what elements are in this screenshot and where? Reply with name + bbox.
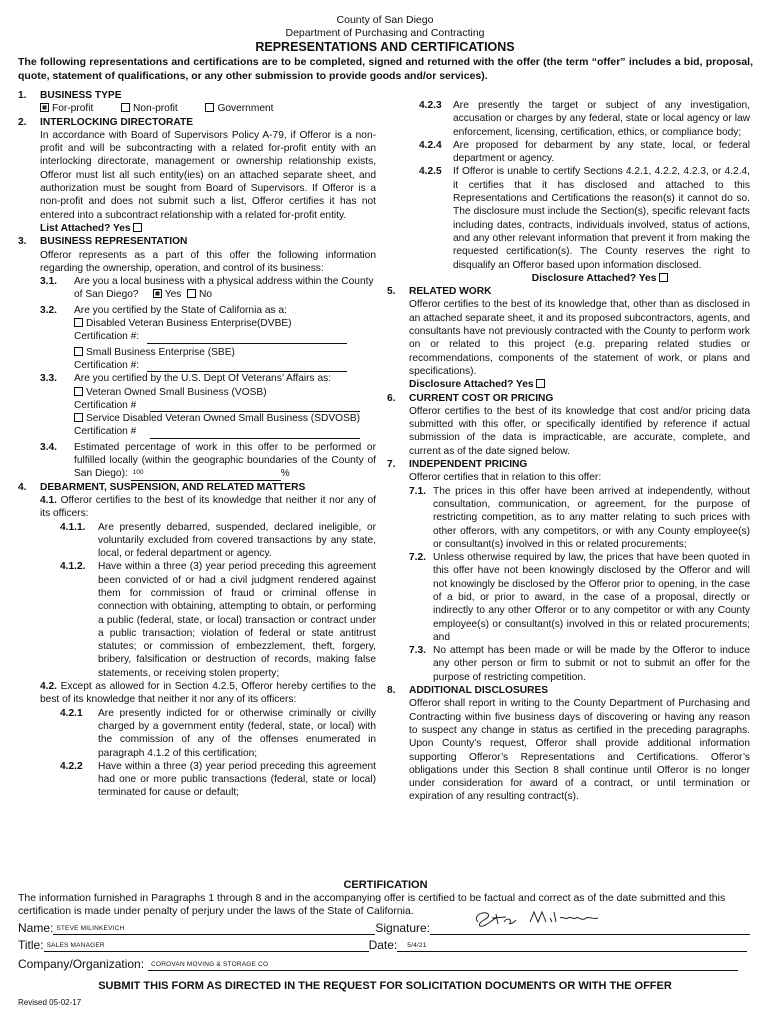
checkbox-sbe[interactable]: Small Business Enterprise (SBE) xyxy=(74,346,376,359)
certification-block: CERTIFICATION The information furnished in Paragraphs 1 through 8 and in the accompanying offer is certified to be factual and correct as of the date submitted and this certification is made under penalty of perjury under the laws of the State of California. Name: STEVE MILINKEVICH Signature: Title: SALES MANAGER Date: 5/4/21 Company/Organization: COROVAN MOVING & STORAGE CO xyxy=(18,878,753,971)
checkbox-related-work-disclosure[interactable] xyxy=(536,379,545,388)
page-title: REPRESENTATIONS AND CERTIFICATIONS xyxy=(255,40,515,54)
checkbox-local-yes[interactable]: Yes xyxy=(153,289,182,300)
section-independent-pricing: 7. INDEPENDENT PRICING Offeror certifies that in relation to this offer: 7.1. The prices in this offer have been arrived at independently, without consultation, communication, or agreement, for the purpose of restricting competition, as to any matter relating to such prices with other offerors, with any competitors, or with any County employee(s) or consultant(s) involved in this or related procurements; 7.2. Unless otherwise required by law, the prices that have been quoted in this offer have not been knowingly disclosed by the Offeror and will not knowingly be disclosed by the Offeror prior to opening, in the case of a bid, or prior to award, in the case of a proposal, directly or indirectly to any other Offeror or to any competitor or with any County employee(s) or consultant(s) involved in this or related procurements; and 7.3. No attempt has been made or will be made by the Offeror to induce any other person or firm to submit or not to submit an offer for the purpose of restricting competition. xyxy=(387,459,750,683)
signature-image xyxy=(470,908,610,930)
business-type-options xyxy=(40,102,376,115)
revision-date: Revised 05-02-17 xyxy=(18,998,82,1007)
checkbox-sdvosb[interactable]: Service Disabled Veteran Owned Small Business (SDVOSB) xyxy=(74,412,376,425)
checkbox-list-attached[interactable] xyxy=(133,223,142,232)
sbe-cert-field[interactable] xyxy=(147,360,347,372)
checkbox-non-profit[interactable]: Non-profit xyxy=(121,103,178,114)
name-field[interactable]: STEVE MILINKEVICH xyxy=(53,920,375,935)
list-attached: List Attached? Yes xyxy=(40,222,376,235)
signature-field[interactable] xyxy=(430,918,750,935)
interlocking-text: In accordance with Board of Supervisors Policy A-79, if Offeror is a non-profit and will be subcontracting with a related for-profit entity with an interlocking directorate, management or ownership relationship exists, Offeror must list all such entity(ies) on an attached separate sheet, and authorization must be sought from Board of Supervisors. If Offeror is a non-profit and does not submit such a list, Offeror certifies it has not entered into a subcontract relationship with a related for-profit entity. xyxy=(40,129,376,221)
section-cost-pricing: 6. CURRENT COST OR PRICING Offeror certifies to the best of its knowledge that cost and/or pricing data submitted with this offer, or specifically identified by reference if actual submission of the data is impracticable, are accurate, complete, and current as of the date signed below. xyxy=(387,392,750,457)
section-related-work: 5. RELATED WORK Offeror certifies to the best of its knowledge that, other than as disclosed in an attached separate sheet, it and its proposed subcontractors, agents, and consultants have not previously contracted with the County to perform work on or related to this project (e.g. preparing related studies or recommendations, components of the statement of work, or plans and specifications). Disclosure Attached? Yes xyxy=(387,286,750,391)
checkbox-dvbe[interactable]: Disabled Veteran Business Enterprise(DVBE) xyxy=(74,317,376,330)
section-title: DEBARMENT, SUSPENSION, AND RELATED MATTERS xyxy=(40,481,306,493)
section-interlocking: 2. INTERLOCKING DIRECTORATE In accordance with Board of Supervisors Policy A-79, if Offeror is a non-profit and will be subcontracting with a related for-profit entity with an interlocking directorate, management or ownership relationship exists, Offeror must list all such entity(ies) on an attached separate sheet, and authorization must be sought from Board of Supervisors. If Offeror is a non-profit and does not submit such a list, Offeror certifies it has not entered into a subcontract relationship with a related for-profit entity. List Attached? Yes xyxy=(18,116,376,234)
sdvosb-cert-field[interactable] xyxy=(150,427,360,439)
department-name: Department of Purchasing and Contracting xyxy=(285,27,485,39)
title-field[interactable]: SALES MANAGER xyxy=(44,937,369,952)
dvbe-cert-field[interactable] xyxy=(147,332,347,344)
debarment-disclosure: Disclosure Attached? Yes xyxy=(453,272,750,285)
section-additional-disclosures: 8. ADDITIONAL DISCLOSURES Offeror shall report in writing to the County Department of Purchasing and Contracting within five business days of discovering or having any reason to suspect any change in status as certified in the preceding paragraphs. Upon County’s request, Offeror shall provide additional information supporting Offeror’s Representations and Certifications. Offeror’s obligations under this Section 8 shall continue until Offeror is no longer under consideration for award of a contract, or until termination or expiration of any resulting contract(s). xyxy=(387,685,750,803)
checkbox-government[interactable]: Government xyxy=(205,103,273,114)
section-business-representation: 3. BUSINESS REPRESENTATION Offeror represents as a part of this offer the following information regarding the ownership, operation, and control of its business: 3.1. Are you a local business with a physical address within the County of San Diego? Yes No 3.2. Are you certified by the State of California as a: Disabled Veteran Business Enterprise(DVBE) Certification #: Small Business Enterprise (SBE) Certification #: 3.3. Are you certified by the U.S. Dept Of Veterans’ Affairs as: Veteran Owned Small Business (VOSB) Certification # Service Disabled Veteran Owned Small Business (SDVOSB) Certification # 3.4. Estimated percentage of work in this offer to be performed or fulfilled locally (within the geographic boundaries of the County of San Diego): 100 % xyxy=(18,236,376,480)
local-percent-field[interactable]: 100 xyxy=(131,469,281,481)
intro-text: The following representations and certifications are to be completed, signed and returned with the offer (the term “offer” includes a bid, proposal, quote, statement of qualifications, or any other submission to provide goods and/or services). xyxy=(18,56,753,82)
section-title: BUSINESS TYPE xyxy=(40,90,122,101)
checkbox-vosb[interactable]: Veteran Owned Small Business (VOSB) xyxy=(74,386,376,399)
right-column: 4.2.3 Are presently the target or subject of any investigation, accusation or charges by any federal, state or local agency or law enforcement, licensing, certification, ethics, or compliance body; 4.2.4 Are proposed for debarment by any state, local, or federal department or agency. 4.2.5 If Offeror is unable to certify Sections 4.2.1, 4.2.2, 4.2.3, or 4.2.4, it certifies that it has disclosed and attached to this Representations and Certifications the reason(s) it cannot do so. The disclosure must include the Section(s), specific relevant facts including dates, contracts, individuals involved, status of actions, and any other relevant information that prevent it from making the requested certification(s). The County reserves the right to disqualify an Offeror based upon information disclosed. Disclosure Attached? Yes 5. RELATED WORK Offeror certifies to the best of its knowledge that, other than as disclosed in an attached separate sheet, it and its proposed subcontractors, agents, and consultants have not previously contracted with the County to perform work on or related to this project (e.g. preparing related studies or recommendations, components of the statement of work, or plans and specifications). Disclosure Attached? Yes 6. CURRENT COST OR PRICING Offeror certifies to the best of its knowledge that cost and/or pricing data submitted with this offer, or specifically identified by reference if actual submission of the data is impracticable, are accurate, complete, and current as of the date signed below. 7. INDEPENDENT PRICING Offeror certifies that in relation to this offer: 7.1. The prices in this offer have been arrived at independently, without consultation, communication, or agreement, for the purpose of restricting competition, as to any matter relating to such prices with other offerors, with any competitors, or with any County employee(s) or consultant(s) involved in this or related procurements; 7.2. Unless otherwise required by law, the prices that have been quoted in this offer have not been knowingly disclosed by the Offeror and will not knowingly be disclosed by the Offeror prior to opening, in the case of a bid, or prior to award, in the case of a proposal, directly or indirectly to any other Offeror or to any competitor or with any County employee(s) or consultant(s) involved in this or related procurements; and 7.3. No attempt has been made or will be made by the Offeror to induce any other person or firm to submit or not to submit an offer for the purpose of restricting competition. 8. ADDITIONAL DISCLOSURES Offeror shall report in writing to the County Department of Purchasing and Contracting within five business days of discovering or having any reason to suspect any change in status as certified in the preceding paragraphs. Upon County’s request, Offeror shall provide additional information supporting Offeror’s Representations and Certifications. Offeror’s obligations under this Section 8 shall continue until Offeror is no longer under consideration for award of a contract, or until termination or expiration of any resulting contract(s). xyxy=(387,100,750,803)
left-column xyxy=(18,89,376,800)
county-name: County of San Diego xyxy=(336,14,434,26)
checkbox-for-profit[interactable]: For-profit xyxy=(40,103,93,114)
certification-title: CERTIFICATION xyxy=(343,879,428,891)
section-business-type: 1. BUSINESS TYPE For-profit Non-profit Government xyxy=(18,89,376,116)
date-field[interactable]: 5/4/21 xyxy=(397,937,747,952)
related-work-disclosure: Disclosure Attached? Yes xyxy=(409,378,750,391)
vosb-cert-field[interactable] xyxy=(150,400,360,412)
section-title: INTERLOCKING DIRECTORATE xyxy=(40,116,194,128)
submit-instructions: SUBMIT THIS FORM AS DIRECTED IN THE REQUEST FOR SOLICITATION DOCUMENTS OR WITH THE OFFER xyxy=(98,980,672,992)
checkbox-local-no[interactable]: No xyxy=(187,289,212,300)
certification-text: The information furnished in Paragraphs 1 through 8 and in the accompanying offer is certified to be factual and correct as of the date submitted and this certification is made under penalty of perjury under the laws of the State of California. xyxy=(18,892,726,917)
company-field[interactable]: COROVAN MOVING & STORAGE CO xyxy=(148,956,738,971)
page-header xyxy=(0,14,770,55)
section-debarment: 4. DEBARMENT, SUSPENSION, AND RELATED MATTERS 4.1. Offeror certifies to the best of its knowledge that neither it nor any of its officers: 4.1.1. Are presently debarred, suspended, declared ineligible, or voluntarily excluded from covered transactions by any state, local, or federal department or agency. 4.1.2. Have within a three (3) year period preceding this agreement been convicted of or had a civil judgment rendered against them for commission of fraud or criminal offense in connection with obtaining, attempting to obtain, or performing a public (federal, state, or local) transaction or contract under a public transaction; violation of federal or state antitrust statutes; or commission of embezzlement, theft, forgery, bribery, falsification or destruction of records, making false statements, or receiving stolen property; 4.2. Except as allowed for in Section 4.2.5, Offeror hereby certifies to the best of its knowledge that neither it nor any of its officers: 4.2.1 Are presently indicted for or otherwise criminally or civilly charged by a government entity (federal, state, or local) with the commission of any of the offenses enumerated in paragraph 4.1.2 of this certification; 4.2.2 Have within a three (3) year period preceding this agreement had one or more public transactions (federal, state or local) terminated for cause or default; xyxy=(18,481,376,799)
checkbox-debarment-disclosure[interactable] xyxy=(659,273,668,282)
section-title: BUSINESS REPRESENTATION xyxy=(40,236,188,248)
